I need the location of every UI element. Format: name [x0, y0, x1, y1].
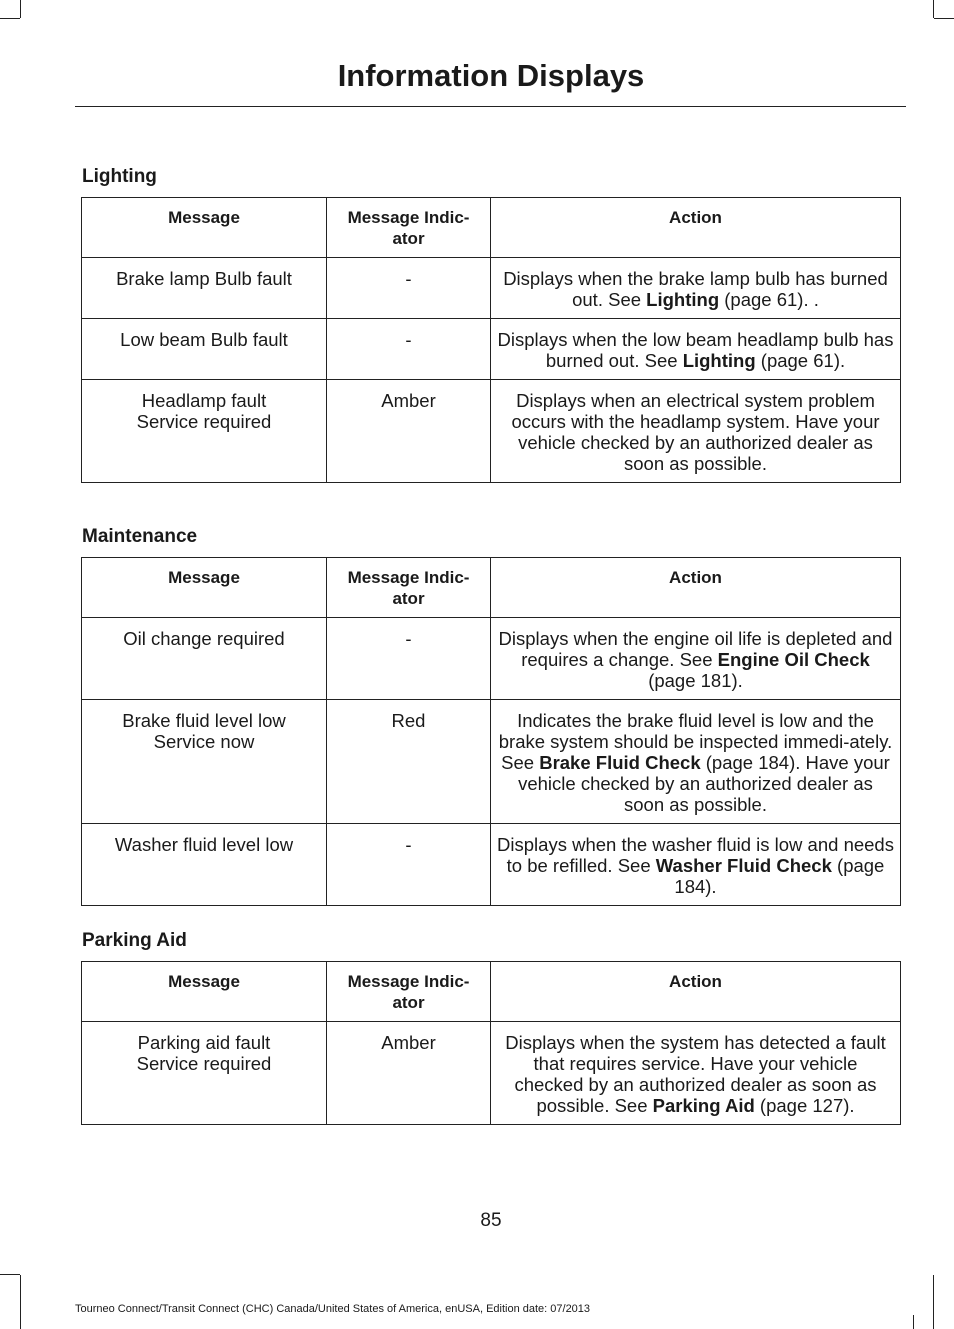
message-cell	[82, 319, 327, 380]
column-header-message: Message	[82, 962, 327, 1022]
indicator-cell: -	[327, 824, 491, 906]
action-cell	[491, 700, 901, 824]
indicator-cell: Red	[327, 700, 491, 824]
message-text: Washer fluid level low	[114, 834, 294, 855]
message-cell	[82, 1022, 327, 1125]
table-row	[82, 319, 901, 380]
footer-edition-text: Tourneo Connect/Transit Connect (CHC) Canada/United States of America, enUSA, Edition date: 07/2013	[75, 1303, 591, 1315]
crop-mark	[20, 1275, 21, 1329]
message-cell	[82, 258, 327, 319]
column-header-indicator: Message Indic-ator	[327, 558, 491, 618]
message-cell	[82, 700, 327, 824]
message-text: Brake lamp Bulb fault	[116, 268, 292, 289]
crop-mark	[0, 1274, 20, 1275]
crop-mark	[0, 18, 20, 19]
title-divider	[75, 106, 906, 107]
table-header-row	[82, 962, 901, 1022]
action-text: (page 61).	[755, 350, 846, 371]
table-row	[82, 618, 901, 700]
crop-mark	[934, 18, 954, 19]
column-header-action: Action	[491, 962, 901, 1022]
message-text: Low beam Bulb fault	[120, 329, 288, 350]
cross-reference-link[interactable]: Washer Fluid Check	[655, 855, 832, 876]
crop-mark	[933, 1275, 934, 1329]
action-text: Displays when the engine oil life is depleted and requires a change. See	[498, 628, 893, 670]
page-number: 85	[480, 1210, 502, 1231]
table-row	[82, 380, 901, 483]
cross-reference-link[interactable]: Brake Fluid Check	[539, 752, 701, 773]
crop-mark	[933, 0, 934, 18]
action-text: (page 184).	[674, 855, 885, 897]
parking-aid-table	[81, 961, 901, 1125]
message-cell	[82, 380, 327, 483]
action-cell	[491, 1022, 901, 1125]
action-text: Displays when an electrical system problem occurs with the headlamp system. Have your vehicle checked by an authorized dealer as soon as possible.	[511, 390, 880, 474]
message-text: Brake fluid level low	[122, 710, 286, 731]
message-text: Service required	[136, 1053, 272, 1074]
message-text: Headlamp fault	[141, 390, 267, 411]
action-text: (page 61). .	[719, 289, 819, 310]
table-row	[82, 1022, 901, 1125]
action-cell	[491, 380, 901, 483]
crop-mark	[20, 0, 21, 18]
lighting-table	[81, 197, 901, 483]
table-row	[82, 700, 901, 824]
message-cell	[82, 618, 327, 700]
action-text: Displays when the system has detected a fault that requires service. Have your vehicle checked by an authorized dealer as soon as possible. See	[505, 1032, 886, 1116]
column-header-action: Action	[491, 558, 901, 618]
message-text: Parking aid fault	[137, 1032, 271, 1053]
indicator-cell: Amber	[327, 380, 491, 483]
action-text: (page 184). Have your vehicle checked by an authorized dealer as soon as possible.	[518, 752, 890, 815]
table-header-row	[82, 198, 901, 258]
action-cell	[491, 824, 901, 906]
action-text: Displays when the low beam headlamp bulb has burned out. See	[497, 329, 894, 371]
action-text: Indicates the brake fluid level is low and the brake system should be inspected immedi-ately. See	[498, 710, 893, 773]
message-text: Oil change required	[123, 628, 285, 649]
table-row	[82, 258, 901, 319]
indicator-cell: -	[327, 618, 491, 700]
cross-reference-link[interactable]: Parking Aid	[652, 1095, 755, 1116]
action-cell	[491, 618, 901, 700]
crop-mark	[913, 1315, 914, 1329]
column-header-message: Message	[82, 558, 327, 618]
column-header-action: Action	[491, 198, 901, 258]
action-cell	[491, 258, 901, 319]
message-text: Service now	[153, 731, 255, 752]
section-heading-parking-aid: Parking Aid	[82, 930, 187, 951]
message-cell	[82, 824, 327, 906]
section-heading-maintenance: Maintenance	[82, 526, 198, 547]
cross-reference-link[interactable]: Lighting	[682, 350, 756, 371]
message-text: Service required	[136, 411, 272, 432]
action-text: Displays when the washer fluid is low and needs to be refilled. See	[497, 834, 894, 876]
page-title: Information Displays	[337, 58, 645, 93]
action-text: (page 127).	[754, 1095, 855, 1116]
column-header-indicator: Message Indic-ator	[327, 962, 491, 1022]
cross-reference-link[interactable]: Engine Oil Check	[717, 649, 870, 670]
indicator-cell: -	[327, 258, 491, 319]
action-text: Displays when the brake lamp bulb has burned out. See	[503, 268, 888, 310]
indicator-cell: -	[327, 319, 491, 380]
indicator-cell: Amber	[327, 1022, 491, 1125]
action-text: (page 181).	[648, 670, 743, 691]
column-header-message: Message	[82, 198, 327, 258]
action-cell	[491, 319, 901, 380]
maintenance-table	[81, 557, 901, 906]
table-header-row	[82, 558, 901, 618]
table-row	[82, 824, 901, 906]
column-header-indicator: Message Indic-ator	[327, 198, 491, 258]
cross-reference-link[interactable]: Lighting	[646, 289, 720, 310]
section-heading-lighting: Lighting	[82, 166, 157, 187]
